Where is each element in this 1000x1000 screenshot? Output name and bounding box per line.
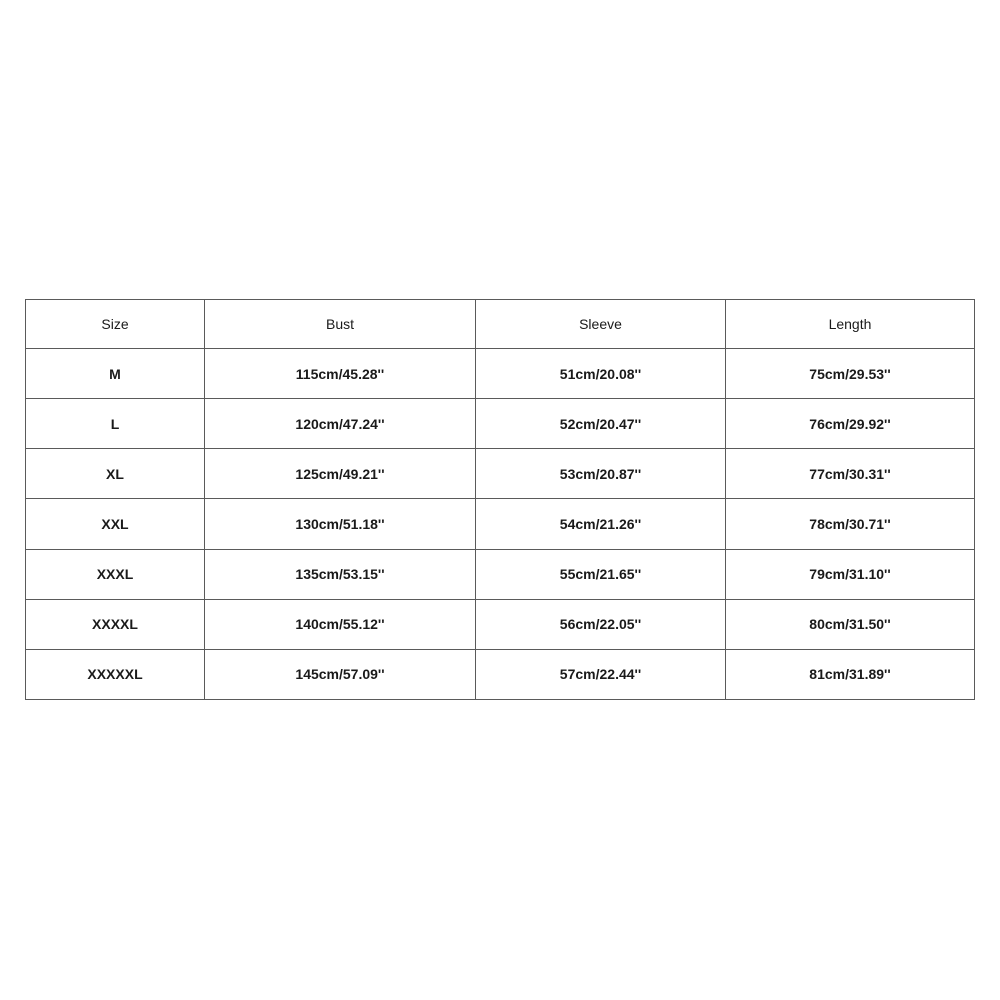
table-row <box>26 449 975 499</box>
cell-length: 81cm/31.89'' <box>726 649 975 699</box>
cell-length: 76cm/29.92'' <box>726 399 975 449</box>
cell-bust: 140cm/55.12'' <box>205 599 476 649</box>
cell-size: XL <box>26 449 205 499</box>
cell-sleeve: 57cm/22.44'' <box>476 649 726 699</box>
table-row <box>26 649 975 699</box>
cell-length: 79cm/31.10'' <box>726 549 975 599</box>
cell-sleeve: 54cm/21.26'' <box>476 499 726 549</box>
cell-size: L <box>26 399 205 449</box>
cell-sleeve: 55cm/21.65'' <box>476 549 726 599</box>
cell-bust: 125cm/49.21'' <box>205 449 476 499</box>
header-bust: Bust <box>205 300 476 349</box>
cell-sleeve: 52cm/20.47'' <box>476 399 726 449</box>
cell-bust: 130cm/51.18'' <box>205 499 476 549</box>
cell-length: 77cm/30.31'' <box>726 449 975 499</box>
header-row <box>26 300 975 349</box>
cell-bust: 120cm/47.24'' <box>205 399 476 449</box>
table-row <box>26 499 975 549</box>
cell-bust: 145cm/57.09'' <box>205 649 476 699</box>
header-size: Size <box>26 300 205 349</box>
cell-size: XXXL <box>26 549 205 599</box>
cell-length: 78cm/30.71'' <box>726 499 975 549</box>
cell-bust: 115cm/45.28'' <box>205 349 476 399</box>
cell-bust: 135cm/53.15'' <box>205 549 476 599</box>
cell-sleeve: 51cm/20.08'' <box>476 349 726 399</box>
cell-size: XXXXXL <box>26 649 205 699</box>
table-row <box>26 599 975 649</box>
cell-sleeve: 56cm/22.05'' <box>476 599 726 649</box>
table-row <box>26 349 975 399</box>
cell-size: M <box>26 349 205 399</box>
header-length: Length <box>726 300 975 349</box>
table-row <box>26 399 975 449</box>
size-chart-table <box>25 299 975 700</box>
table-row <box>26 549 975 599</box>
cell-size: XXXXL <box>26 599 205 649</box>
cell-length: 75cm/29.53'' <box>726 349 975 399</box>
cell-length: 80cm/31.50'' <box>726 599 975 649</box>
cell-sleeve: 53cm/20.87'' <box>476 449 726 499</box>
cell-size: XXL <box>26 499 205 549</box>
header-sleeve: Sleeve <box>476 300 726 349</box>
